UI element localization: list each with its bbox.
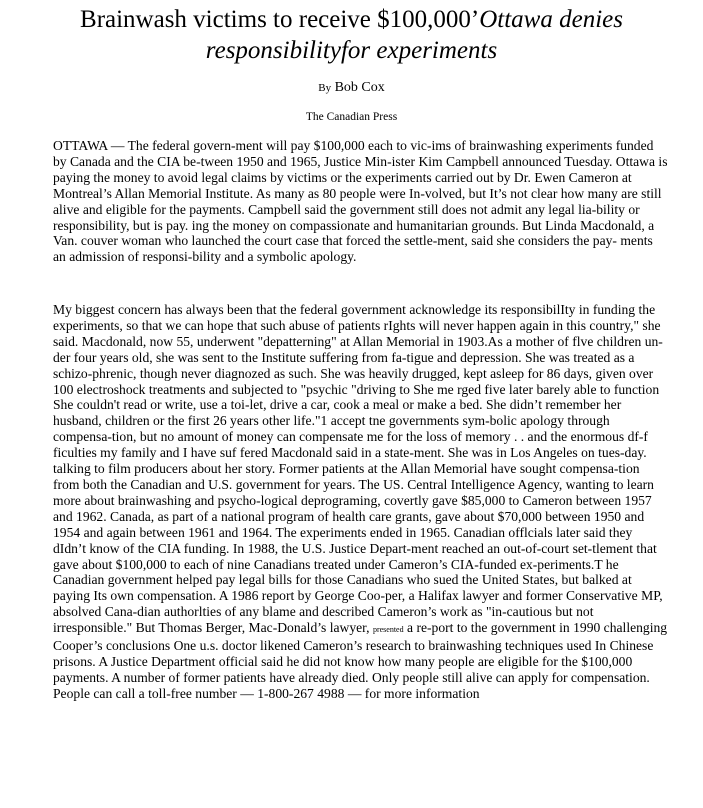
headline-main: Brainwash victims to receive $100,000’	[80, 6, 480, 33]
byline-prefix: By	[318, 82, 332, 94]
paragraph-2-part-a: My biggest concern has always been that the federal government acknowledge its responsibilIty in funding the experiments, so that we can hope that such abuse of patients rIghts will never happen again in this country," she said. Macdonald, now 55, underwent "depatterning" at Allan Memorial in 1903.As a mother of flve children un-der four years old, she was sent to the Institute suffering from fa-tigue and depression. She was treated as a schizo-phrenic, though never diagnozed as such. She was heavily drugged, kept asleep for 86 days, given over 100 electroshock treatments and subjected to "psychic "driving to She me rged five later barely able to function She couldn't read or write, use a toi-let, drive a car, cook a meal or make a bed. She didn’t remember her husband, children or the first 26 years other life."1 accept tne governments sym-bolic apology through compensa-tion, but no amount of money can compensate me for the loss of memory . . and the enormous df-f ficulties my family and I have suf fered Macdonald said in a state-ment. She was in Los Angeles on tues-day. talking to film producers about her story. Former patients at the Allan Memorial have sought compensa-tion from both the Canadian and U.S. government for years. The US. Central Intelligence Agency, wanting to learn more about brainwashing and psycho-logical deprograming, covertly gave $85,000 to Cameron between 1957 and 1962. Canada, as part of a national program of health care grants, gave about $70,000 between 1950 and 1954 and again between 1961 and 1964. The experiments ended in 1965. Canadian offlcials later said they dIdn’t know of the CIA funding. In 1988, the U.S. Justice Depart-ment reached an out-of-court set-tlement that gave about $100,000 to each of nine Canadians treated under Cameron’s CIA-funded ex-periments.T he Canadian government helped pay legal bills for those Canadians who sued the United States, but balked at paying Its own compensation. A 1986 report by George Coo-per, a Halifax lawyer and former Conservative MP, absolved Cana-dian authorlties of any blame and described Cameron’s work as "in-cautious but not irresponsible." But Thomas Berger, Mac-Donald’s lawyer,	[53, 302, 663, 636]
byline-author: Bob Cox	[334, 80, 385, 95]
paragraph-2-small-word: presented	[372, 625, 404, 635]
source-line: The Canadian Press	[305, 111, 398, 123]
paragraph-1: OTTAWA — The federal govern-ment will pay $100,000 each to vic-ims of brainwashing experiments funded by Canada and the CIA be-tween 1950 and 1965, Justice Min-ister Kim Campbell announced Tuesday. Ottawa is paying the money to avoid legal claims by victims or the experiments carried out by Dr. Ewen Cameron at Montreal’s Allan Memorial Institute. As many as 80 people were In-volved, but It’s not clear how many are still alive and eligible for the payments. Campbell said the government still does not admit any legal lia-bility or responsibility, but is pay. ing the money on compassionate and humanitarian grounds. But Linda Macdonald, a Van. couver woman who launched the court case that forced the settle-ment, said she considers the pay- ments an admission of responsi-bility and a symbolic apology.	[53, 138, 668, 265]
byline	[0, 80, 703, 96]
paragraph-2	[53, 302, 668, 702]
paragraph-2-part-b: a re-port to the government in 1990 challenging Cooper’s conclusions One u.s. doctor likened Cameron’s research to brainwashing techniques used In Chinese prisons. A Justice Department official said he did not know how many people are eligible for the $100,000 payments. A number of former patients have already died. Only people still alive can apply for compensation. People can call a toll-free number — 1-800-267 4988 — for more information	[53, 620, 668, 701]
headline	[0, 4, 703, 66]
headline-subtitle: Ottawa denies responsibilityfor experiments	[205, 6, 623, 64]
